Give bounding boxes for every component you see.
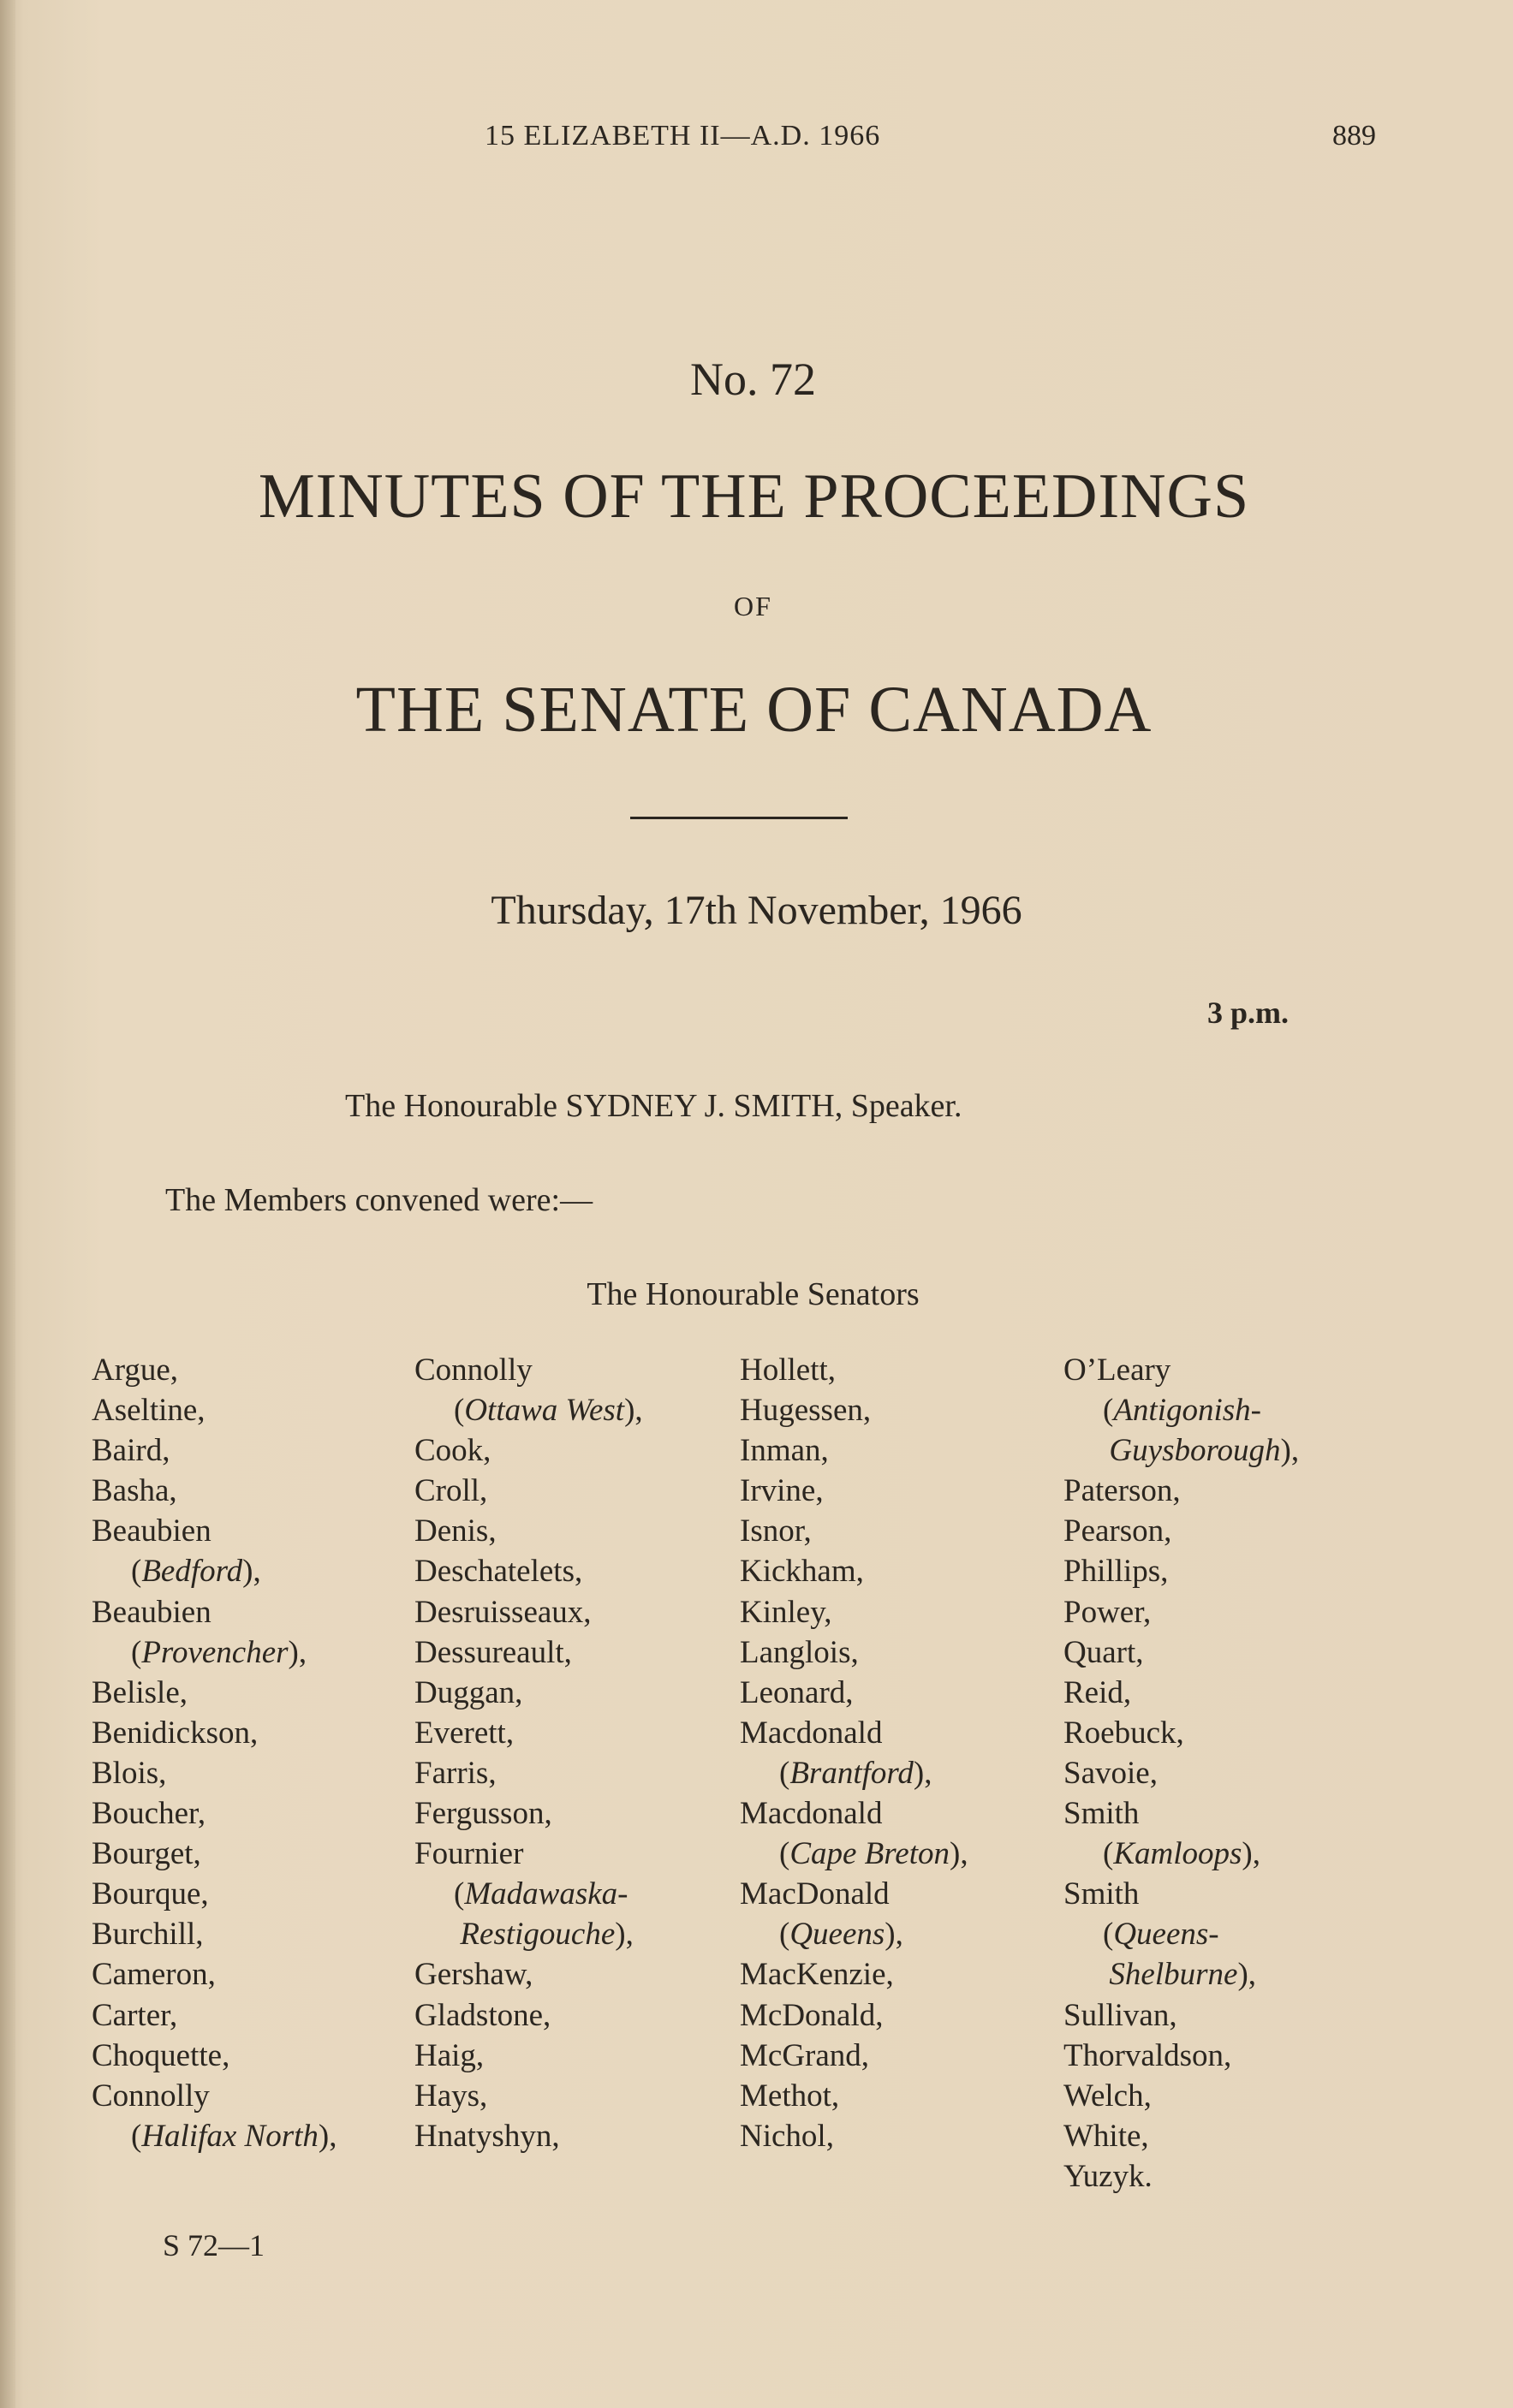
senator-riding: (Ottawa West), xyxy=(454,1393,643,1429)
riding-name: Ottawa West xyxy=(464,1393,625,1429)
senator-riding: (Brantford), xyxy=(779,1755,932,1791)
document-title: MINUTES OF THE PROCEEDINGS xyxy=(258,461,1250,532)
senator-name: Croll, xyxy=(414,1473,488,1509)
riding-name: Bedford xyxy=(141,1554,243,1590)
title-divider-rule xyxy=(630,817,848,819)
senator-name: Duggan, xyxy=(414,1674,523,1710)
senator-riding: (Queens), xyxy=(779,1917,903,1953)
riding-name: Madawaska- xyxy=(464,1876,628,1912)
riding-close: ), xyxy=(624,1393,643,1429)
senator-name: MacKenzie, xyxy=(740,1957,894,1993)
riding-name: Queens- xyxy=(1113,1917,1219,1953)
senator-name: Kinley, xyxy=(740,1594,832,1630)
riding-name: Queens xyxy=(789,1917,885,1953)
senators-column-2 xyxy=(414,1350,643,2156)
senator-riding: (Kamloops), xyxy=(1103,1836,1260,1872)
speaker-line: The Honourable SYDNEY J. SMITH, Speaker. xyxy=(345,1088,962,1124)
senator-name: Fergusson, xyxy=(414,1796,552,1832)
senators-column-1 xyxy=(92,1350,337,2156)
sitting-date: Thursday, 17th November, 1966 xyxy=(491,888,1022,933)
senator-name: Haig, xyxy=(414,2037,485,2073)
riding-name: Shelburne xyxy=(1109,1957,1238,1993)
senator-name: Deschatelets, xyxy=(414,1554,583,1590)
senator-name: Benidickson, xyxy=(92,1715,259,1751)
senator-name: Gershaw, xyxy=(414,1957,533,1993)
senator-name: Irvine, xyxy=(740,1473,824,1509)
senator-name: McGrand, xyxy=(740,2037,870,2073)
senator-name: Connolly xyxy=(414,1353,533,1388)
riding-close: ), xyxy=(885,1917,903,1953)
senator-riding xyxy=(1063,1954,1299,1995)
riding-close: ), xyxy=(1237,1957,1257,1993)
senator-riding xyxy=(414,1914,643,1954)
title-connector: OF xyxy=(734,591,772,621)
senator-name: White, xyxy=(1063,2118,1149,2154)
senator-name: Hays, xyxy=(414,2078,488,2114)
riding-name: Restigouche xyxy=(460,1917,616,1953)
senator-name: Blois, xyxy=(92,1755,167,1791)
senator-name: Argue, xyxy=(92,1353,179,1388)
senator-name: Choquette, xyxy=(92,2037,230,2073)
running-head xyxy=(0,120,1513,158)
members-intro: The Members convened were:— xyxy=(165,1182,593,1218)
senator-name: Reid, xyxy=(1063,1674,1132,1710)
senator-name: Beaubien xyxy=(92,1594,211,1630)
signature-mark: S 72—1 xyxy=(163,2228,265,2262)
document-subtitle: THE SENATE OF CANADA xyxy=(355,674,1153,746)
senator-name: Belisle, xyxy=(92,1674,188,1710)
senator-name: Beaubien xyxy=(92,1513,211,1549)
senators-column-4 xyxy=(1063,1350,1299,2197)
riding-name: Kamloops xyxy=(1113,1836,1242,1872)
riding-close: ), xyxy=(242,1554,261,1590)
senator-name: Connolly xyxy=(92,2078,210,2114)
senator-riding: (Halifax North), xyxy=(131,2118,337,2154)
senator-name: Hollett, xyxy=(740,1353,837,1388)
senator-name: Inman, xyxy=(740,1433,829,1469)
senator-name: MacDonald xyxy=(740,1876,890,1912)
senator-name: Gladstone, xyxy=(414,1997,551,2033)
senators-heading: The Honourable Senators xyxy=(587,1276,920,1312)
senator-name: Methot, xyxy=(740,2078,840,2114)
riding-close: ), xyxy=(615,1917,634,1953)
senator-name: Macdonald xyxy=(740,1796,883,1832)
sitting-time: 3 p.m. xyxy=(1207,996,1290,1030)
senator-name: Cook, xyxy=(414,1433,491,1469)
senator-name: Phillips, xyxy=(1063,1554,1169,1590)
running-head-title: 15 ELIZABETH II—A.D. 1966 xyxy=(485,120,881,152)
senator-name: Cameron, xyxy=(92,1957,216,1993)
senator-name: Hnatyshyn, xyxy=(414,2118,560,2154)
riding-name: Cape Breton xyxy=(789,1836,950,1872)
senator-name: Bourget, xyxy=(92,1836,201,1872)
riding-close: ), xyxy=(950,1836,968,1872)
senator-name: Everett, xyxy=(414,1715,515,1751)
senator-name: Pearson, xyxy=(1063,1513,1172,1549)
senator-name: Macdonald xyxy=(740,1715,883,1751)
senator-name: Fournier xyxy=(414,1836,524,1872)
senator-riding: (Madawaska- xyxy=(454,1876,628,1912)
riding-close: ), xyxy=(288,1634,307,1670)
senator-name: Desruisseaux, xyxy=(414,1594,592,1630)
senator-name: Welch, xyxy=(1063,2078,1152,2114)
riding-name: Brantford xyxy=(789,1755,914,1791)
senator-name: Power, xyxy=(1063,1594,1152,1630)
senator-riding: (Queens- xyxy=(1103,1917,1219,1953)
riding-name: Halifax North xyxy=(141,2118,319,2154)
senator-name: Roebuck, xyxy=(1063,1715,1184,1751)
riding-name: Guysborough xyxy=(1109,1433,1281,1469)
senator-name: McDonald, xyxy=(740,1997,884,2033)
riding-close: ), xyxy=(1280,1433,1300,1469)
riding-close: ), xyxy=(913,1755,932,1791)
senator-name: Nichol, xyxy=(740,2118,834,2154)
senator-name: Paterson, xyxy=(1063,1473,1181,1509)
senator-riding: (Antigonish- xyxy=(1103,1393,1261,1429)
senator-riding: (Bedford), xyxy=(131,1554,261,1590)
issue-number: No. 72 xyxy=(690,354,816,405)
senator-riding xyxy=(1063,1430,1299,1471)
riding-name: Antigonish- xyxy=(1113,1393,1261,1429)
senator-name: Basha, xyxy=(92,1473,177,1509)
senator-name: Quart, xyxy=(1063,1634,1144,1670)
riding-close: ), xyxy=(318,2118,337,2154)
senator-riding: (Cape Breton), xyxy=(779,1836,968,1872)
senator-name: Aseltine, xyxy=(92,1393,206,1429)
senator-name: O’Leary xyxy=(1063,1353,1171,1388)
senator-name: Dessureault, xyxy=(414,1634,572,1670)
senator-name: Smith xyxy=(1063,1796,1140,1832)
senator-name: Boucher, xyxy=(92,1796,206,1832)
senator-name: Carter, xyxy=(92,1997,178,2033)
senator-name: Farris, xyxy=(414,1755,497,1791)
senator-name: Hugessen, xyxy=(740,1393,872,1429)
senator-name: Kickham, xyxy=(740,1554,864,1590)
senator-name: Thorvaldson, xyxy=(1063,2037,1232,2073)
senator-name: Baird, xyxy=(92,1433,170,1469)
senator-name: Denis, xyxy=(414,1513,497,1549)
senator-name: Leonard, xyxy=(740,1674,854,1710)
senator-name: Sullivan, xyxy=(1063,1997,1177,2033)
riding-close: ), xyxy=(1242,1836,1260,1872)
riding-name: Provencher xyxy=(141,1634,289,1670)
senators-column-3 xyxy=(740,1350,968,2156)
senator-name: Isnor, xyxy=(740,1513,812,1549)
senator-name: Bourque, xyxy=(92,1876,209,1912)
senator-riding: (Provencher), xyxy=(131,1634,307,1670)
page-number: 889 xyxy=(1332,120,1376,152)
senator-name: Yuzyk. xyxy=(1063,2158,1153,2194)
senator-name: Langlois, xyxy=(740,1634,859,1670)
senator-name: Burchill, xyxy=(92,1917,204,1953)
senator-name: Smith xyxy=(1063,1876,1140,1912)
senator-name: Savoie, xyxy=(1063,1755,1158,1791)
